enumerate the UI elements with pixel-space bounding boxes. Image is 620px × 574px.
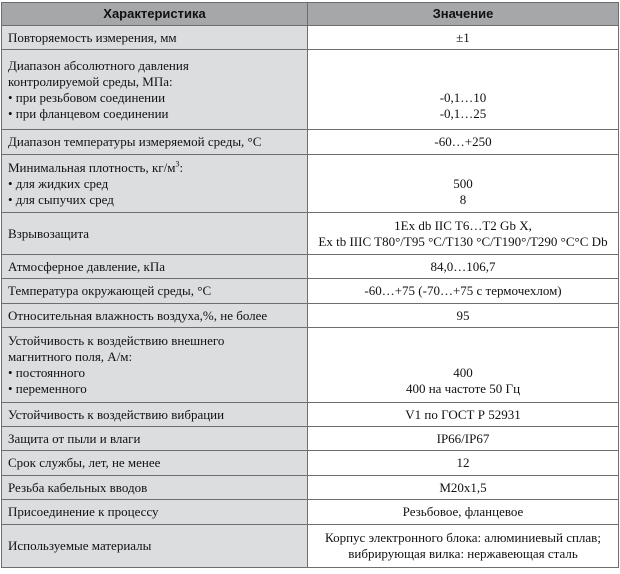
row-value: -60…+250 [308,130,619,155]
table-row [2,525,619,568]
row-name: Используемые материалы [2,525,308,568]
row-value: IP66/IP67 [308,427,619,451]
table-row [2,155,619,213]
table-row [2,328,619,403]
header-value: Значение [308,3,619,26]
table-row [2,476,619,500]
row-value: 400 400 на частоте 50 Гц [308,328,619,403]
row-name: Устойчивость к воздействию внешнего магнитного поля, А/м: • постоянного • переменного [2,328,308,403]
row-name: Повторяемость измерения, мм [2,26,308,50]
row-value: M20x1,5 [308,476,619,500]
row-name: Диапазон абсолютного давления контролируемой среды, МПа: • при резьбовом соединении • при фланцевом соединении [2,50,308,130]
table-row [2,304,619,328]
table-row [2,26,619,50]
row-name: Минимальная плотность, $кг/м^3$: • для жидких сред • для сыпучих сред [2,155,308,213]
row-name: Устойчивость к воздействию вибрации [2,403,308,427]
table-header-row [2,3,619,26]
table-row [2,279,619,304]
row-name: Взрывозащита [2,213,308,255]
table-row [2,451,619,476]
table-row [2,130,619,155]
row-name: Срок службы, лет, не менее [2,451,308,476]
row-value: 12 [308,451,619,476]
row-value: Корпус электронного блока: алюминиевый сплав; вибрирующая вилка: нержавеющая сталь [308,525,619,568]
table-row [2,213,619,255]
row-value: 84,0…106,7 [308,255,619,279]
row-value: V1 по ГОСТ Р 52931 [308,403,619,427]
row-name: Защита от пыли и влаги [2,427,308,451]
table-row [2,427,619,451]
row-value: ±1 [308,26,619,50]
row-name: Относительная влажность воздуха,%, не более [2,304,308,328]
row-name: Резьба кабельных вводов [2,476,308,500]
specifications-table [1,2,619,568]
row-name: Диапазон температуры измеряемой среды, °С [2,130,308,155]
row-value: 1Ex db IIC T6…T2 Gb X, Ex tb IIIC T80°/T95 °C/T130 °C/T190°/T290 °C°C Db [308,213,619,255]
table-row [2,403,619,427]
table-row [2,500,619,525]
header-characteristic: Характеристика [2,3,308,26]
row-name: Присоединение к процессу [2,500,308,525]
row-value: -60…+75 (-70…+75 с термочехлом) [308,279,619,304]
table-row [2,50,619,130]
row-name: Температура окружающей среды, °С [2,279,308,304]
table-row [2,255,619,279]
row-name: Атмосферное давление, кПа [2,255,308,279]
row-value: Резьбовое, фланцевое [308,500,619,525]
row-value: 500 8 [308,155,619,213]
row-value: -0,1…10 -0,1…25 [308,50,619,130]
row-value: 95 [308,304,619,328]
